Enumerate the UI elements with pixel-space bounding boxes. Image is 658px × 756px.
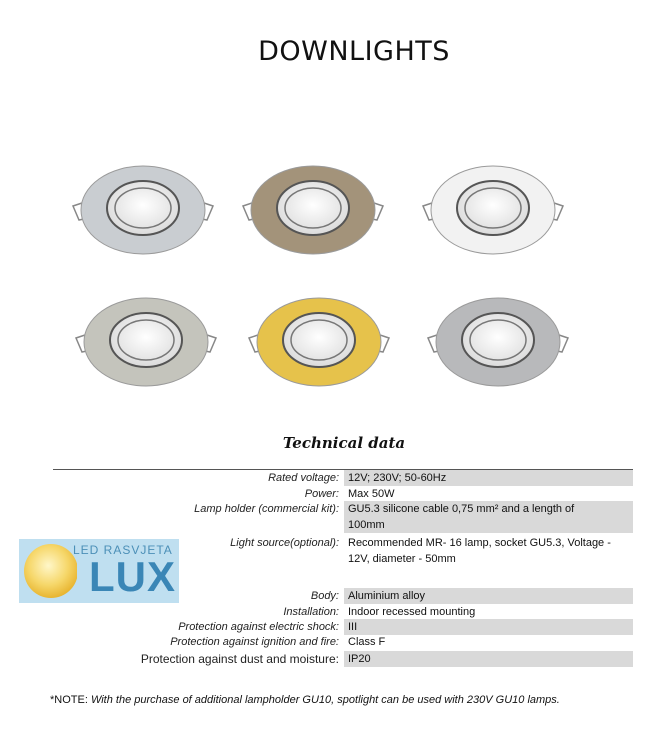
spec-value-line: 12V; 230V; 50-60Hz — [348, 472, 447, 484]
spec-value — [344, 470, 633, 486]
downlight-gold — [249, 298, 389, 386]
spec-label: Body: — [310, 590, 339, 602]
spec-row — [53, 486, 633, 502]
note-prefix: *NOTE: — [50, 694, 91, 706]
spec-value-line: Max 50W — [348, 488, 395, 500]
spec-value-line: IP20 — [348, 653, 371, 665]
spec-value — [344, 588, 633, 604]
spec-label: Installation: — [283, 606, 339, 618]
spec-row — [53, 651, 633, 667]
spec-value — [344, 535, 633, 567]
logo — [19, 539, 179, 603]
spec-value — [344, 634, 633, 650]
spec-label: Light source(optional): — [230, 537, 339, 549]
logo-subtitle: LED RASVJETA — [73, 543, 173, 557]
spec-label: Protection against electric shock: — [178, 621, 339, 633]
footnote — [50, 694, 560, 706]
downlight-satin-nickel — [76, 298, 216, 386]
spec-label: Lamp holder (commercial kit): — [194, 503, 339, 515]
spec-value-line: 100mm — [348, 519, 385, 531]
logo-title: LUX — [89, 553, 176, 600]
downlight-antique-brass — [243, 166, 383, 254]
downlight-satin-chrome — [73, 166, 213, 254]
spec-value — [344, 486, 633, 502]
spec-value-line: Aluminium alloy — [348, 590, 426, 602]
spec-row — [53, 619, 633, 635]
spec-value-line: Indoor recessed mounting — [348, 606, 476, 618]
spec-value — [344, 501, 633, 533]
spec-row — [53, 501, 633, 533]
spec-label: Protection against ignition and fire: — [170, 636, 339, 648]
spec-row — [53, 470, 633, 486]
spec-label: Power: — [304, 488, 339, 500]
spec-value — [344, 651, 633, 667]
spec-value-line: 12V, diameter - 50mm — [348, 553, 456, 565]
spec-value — [344, 619, 633, 635]
downlight-white — [423, 166, 563, 254]
page-title: DOWNLIGHTS — [258, 36, 450, 67]
spec-value-line: GU5.3 silicone cable 0,75 mm² and a length of — [348, 503, 575, 515]
spec-label: Protection against dust and moisture: — [140, 652, 339, 666]
spec-label: Rated voltage: — [268, 472, 339, 484]
note-text: With the purchase of additional lampholder GU10, spotlight can be used with 230V GU10 lamps. — [90, 694, 560, 706]
spec-value-line: III — [348, 621, 358, 633]
downlight-grey — [428, 298, 568, 386]
section-title: Technical data — [282, 434, 406, 452]
spec-row — [53, 604, 633, 620]
spec-value-line: Class F — [348, 636, 386, 648]
spec-value-line: Recommended MR- 16 lamp, socket GU5.3, Voltage - — [348, 537, 611, 549]
spec-value — [344, 604, 633, 620]
sun-icon — [23, 539, 77, 603]
spec-row — [53, 634, 633, 650]
